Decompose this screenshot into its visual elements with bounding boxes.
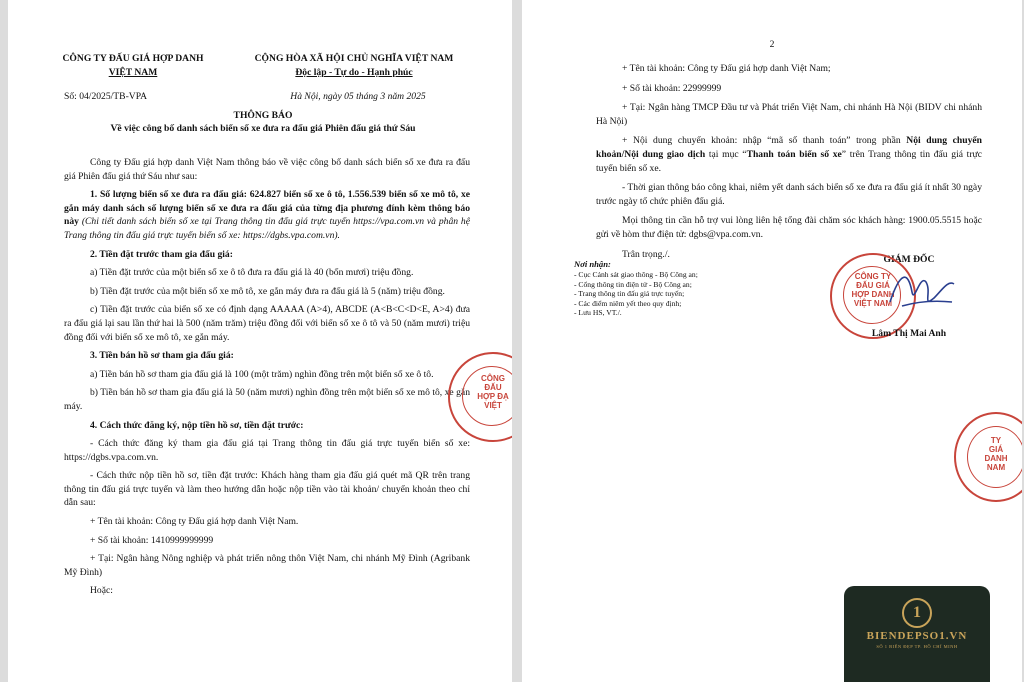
logo-tagline: SỐ 1 BIỂN ĐẸP TP. HỒ CHÍ MINH [876,644,958,649]
director-signature [882,262,962,322]
company-seal-signature: CÔNG TY ĐẤU GIÁ HỢP DANH VIỆT NAM [830,253,916,339]
recipient-item: - Cục Cảnh sát giao thông - Bộ Công an; [574,270,698,279]
section-2a: a) Tiền đặt trước của một biển số xe ô tô đưa ra đấu giá là 40 (bốn mươi) triệu đồng. [90,267,414,279]
section-3-heading: 3. Tiền bán hồ sơ tham gia đấu giá: [90,350,234,362]
section-2c: c) Tiền đặt trước của biển số xe có định dạng AAAAA (A>4), ABCDE (A<B<C<D<E, A>4) đưa ra đấu giá lại sau lần thứ hai là 500 (năm trăm) triệu đồng đối với biển số xe ô tô và 50 (năm mươi) triệu đồng đối với biển số xe mô tô, xe gắn máy. [64,304,470,343]
document-number: Số: 04/2025/TB-VPA [64,91,148,102]
director-title: GIÁM ĐỐC [883,254,935,265]
company-name-line1: CÔNG TY ĐẤU GIÁ HỢP DANH [62,53,204,64]
recipient-item: - Cổng thông tin điện tử - Bộ Công an; [574,279,692,289]
company-header [48,52,218,79]
nation-motto: Độc lập - Tự do - Hạnh phúc [295,66,413,78]
nation-line1: CỘNG HÒA XÃ HỘI CHỦ NGHĨA VIỆT NAM [254,53,454,64]
section-4a: - Cách thức đăng ký tham gia đấu giá tại Trang thông tin đấu giá trực tuyến biển số xe: https://dgbs.vpa.com.vn. [64,438,470,463]
account-name: + Tên tài khoản: Công ty Đấu giá hợp danh Việt Nam. [90,516,299,528]
document-page-2 [522,0,1022,682]
page-number: 2 [769,39,775,50]
section-4-heading: 4. Cách thức đăng ký, nộp tiền hồ sơ, tiền đặt trước: [90,419,304,431]
recipients-title: Nơi nhận: [574,259,611,269]
document-body [64,156,470,598]
section-1-note: (Chi tiết danh sách biển số xe tại Trang thông tin đấu giá trực tuyến https://vpa.com.vn và phân hệ Trang thông tin đấu giá trực tuyến biển số xe: https://dgbs.vpa.com.vn). [64,216,470,241]
number-one-coin-icon: 1 [902,598,932,628]
national-header [224,52,484,79]
intro-paragraph: Công ty Đấu giá hợp danh Việt Nam thông báo về việc công bố danh sách biển số xe đưa ra đấu giá Phiên đấu giá thứ Sáu như sau: [64,157,470,182]
section-3b: b) Tiền bán hồ sơ tham gia đấu giá là 50 (năm mươi) nghìn đồng trên một biển số xe mô tô, xe gắn máy. [64,387,470,412]
section-4b: - Cách thức nộp tiền hồ sơ, tiền đặt trước: Khách hàng tham gia đấu giá quét mã QR trên trang thông tin đấu giá trực tuyến và làm theo hướng dẫn hoặc nộp tiền vào tài khoản/ chuyển khoản theo chỉ dẫn sau: [64,470,470,509]
transfer-content: + Nội dung chuyển khoản: nhập “mã số thanh toán” trong phần Nội dung chuyển khoản/Nội dung giao dịch tại mục “Thanh toán biển số xe” trên Trang thông tin đấu giá trực tuyến biển số xe. [596,135,982,174]
logo-name: BIENDEPSO1.VN [866,630,968,642]
account-name-2: + Tên tài khoản: Công ty Đấu giá hợp danh Việt Nam; [622,63,831,74]
section-2b: b) Tiền đặt trước của một biển số xe mô tô, xe gắn máy đưa ra đấu giá là 5 (năm) triệu đồng. [90,285,445,297]
section-3a: a) Tiền bán hồ sơ tham gia đấu giá là 100 (một trăm) nghìn đồng trên một biển số xe ô tô. [90,368,434,380]
recipients-list [574,270,814,318]
company-name-line2: VIỆT NAM [108,66,158,78]
account-bank-2: + Tại: Ngân hàng TMCP Đầu tư và Phát triển Việt Nam, chi nhánh Hà Nội (BIDV chi nhánh Hà Nội) [596,102,982,127]
regards: Trân trọng./. [622,248,670,260]
director-name: Lâm Thị Mai Anh [871,328,947,339]
section-1 [64,188,470,242]
recipients-block [574,259,814,318]
account-bank: + Tại: Ngân hàng Nông nghiệp và phát triển nông thôn Việt Nam, chi nhánh Mỹ Đình (Agribank Mỹ Đình) [64,553,470,578]
posting-time: - Thời gian thông báo công khai, niêm yết danh sách biển số xe đưa ra đấu giá ít nhất 30 ngày trước ngày tổ chức phiên đấu giá. [596,182,982,207]
document-subtitle: Về việc công bố danh sách biển số xe đưa ra đấu giá Phiên đấu giá thứ Sáu [110,123,416,134]
document-title: THÔNG BÁO [233,110,293,121]
document-page-1 [8,0,512,682]
support-contact: Mọi thông tin cần hỗ trợ vui lòng liên hệ tổng đài chăm sóc khách hàng: 1900.05.5515 hoặc gửi về hòm thư điện tử: dgbs@vpa.com.vn. [596,215,982,240]
document-body-2 [596,62,982,261]
section-2-heading: 2. Tiền đặt trước tham gia đấu giá: [90,248,233,260]
company-seal-page1: CÔNG ĐẤU HỢP ĐẠ VIỆT [448,352,512,442]
account-number-2: + Số tài khoản: 22999999 [622,82,722,94]
recipient-item: - Trang thông tin đấu giá trực tuyến; [574,289,685,299]
biendepso1-logo [844,586,990,682]
account-number: + Số tài khoản: 1410999999999 [90,534,214,546]
or-label: Hoặc: [90,585,113,597]
company-seal-page2-margin: TY GIÁ DANH NAM [954,412,1022,502]
recipient-item: - Các điểm niêm yết theo quy định; [574,298,682,308]
section-1-text: 1. Số lượng biển số xe đưa ra đấu giá: 624.827 biển số xe ô tô, 1.556.539 biển số xe mô tô, xe gắn máy danh sách số lượng biển số xe đưa ra đấu giá của từng địa phương đính kèm thông báo này [64,189,470,228]
recipient-item: - Lưu HS, VT./. [574,308,622,318]
place-date: Hà Nội, ngày 05 tháng 3 năm 2025 [290,91,426,102]
